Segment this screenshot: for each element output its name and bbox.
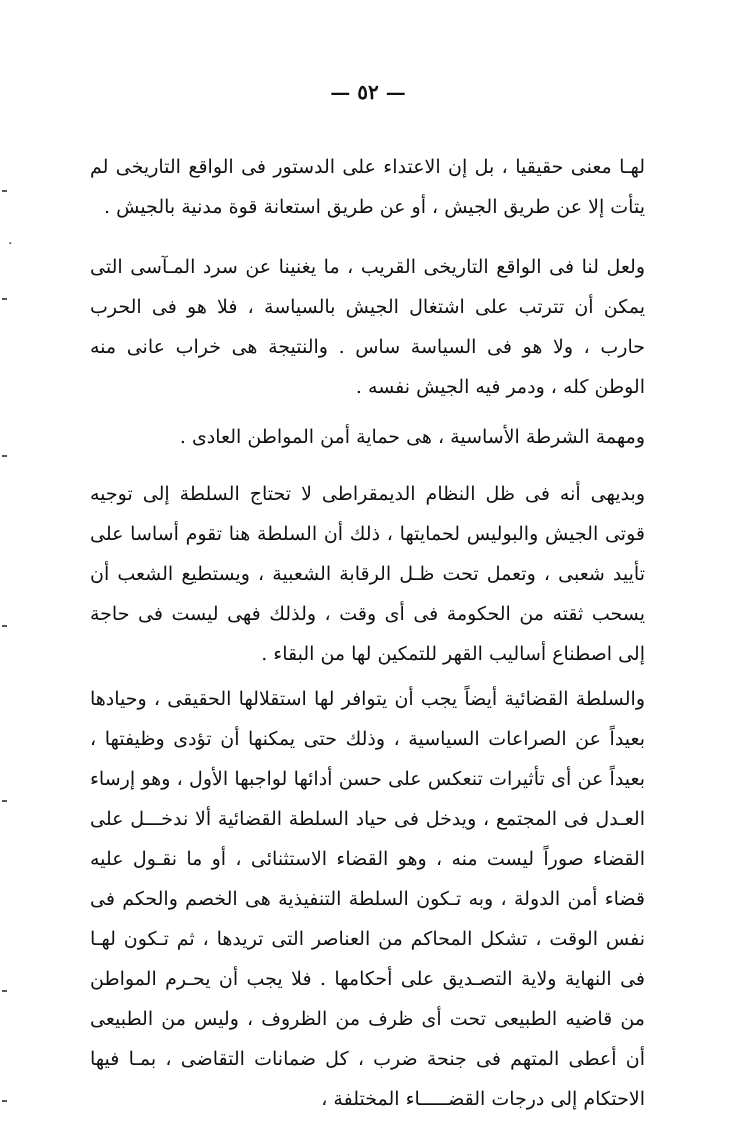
margin-mark [2,1100,7,1102]
paragraph-police-mission: ومهمة الشرطة الأساسية ، هى حماية أمن المواطن العادى . [179,426,645,448]
paragraph-army-politics: ولعل لنا فى الواقع التاريخى القريب ، ما يغنينا عن سرد المـآسى التى يمكن أن تترتب على اشتغال الجيش بالسياسة ، فلا هو فى الحرب حارب ، ولا هو فى السياسة ساس . والنتيجة هى خراب عانى منه الوطن كله ، ودمر فيه الجيش نفسه . [90,256,645,398]
margin-mark [2,800,7,802]
margin-mark [2,625,7,627]
paragraph-judicial-independence: والسلطة القضائية أيضاً يجب أن يتوافر لها استقلالها الحقيقى ، وحيادها بعيداً عن الصراعات السياسية ، وذلك حتى يمكنها أن تؤدى وظيفتها ، بعيداً عن أى تأثيرات تنعكس على حسن أدائها لواجبها الأول ، وهو إرساء العـدل فى المجتمع ، ويدخل فى حياد السلطة القضائية ألا ندخـــل على القضاء صوراً ليست منه ، وهو القضاء الاستثنائى ، أو ما نقـول عليه قضاء أمن الدولة ، وبه تـكون السلطة التنفيذية هى الخصم والحكم فى نفس الوقت ، تشكل المحاكم من العناصر التى تريدها ، ثم تـكون لهـا فى النهاية ولاية التصـديق على أحكامها . فلا يجب أن يحـرم المواطن من قاضيه الطبيعى تحت أى ظرف من الظروف ، وليس من الطبيعى أن أعطى المتهم فى جنحة ضرب ، كل ضمانات التقاضى ، بمـا فيها الاحتكام إلى درجات القضـــــاء المختلفة ، [90,688,645,1110]
page-number: — ٥٢ — [330,80,406,104]
margin-mark [2,190,7,192]
paragraph-army-constitution: لهـا معنى حقيقيا ، بل إن الاعتداء على الدستور فى الواقع التاريخى لم يتأت إلا عن طريق الجيش ، أو عن طريق استعانة قوة مدنية بالجيش . [90,156,645,218]
margin-mark [2,455,7,457]
margin-mark [2,298,7,300]
paragraph-democratic-authority: وبديهى أنه فى ظل النظام الديمقراطى لا تحتاج السلطة إلى توجيه قوتى الجيش والبوليس لحمايتها ، ذلك أن السلطة هنا تقوم أساسا على تأييد شعبى ، وتعمل تحت ظـل الرقابة الشعبية ، ويستطيع الشعب أن يسحب ثقته من الحكومة فى أى وقت ، ولذلك فهى ليست فى حاجة إلى اصطناع أساليب القهر للتمكين لها من البقاء . [90,483,645,665]
margin-dot: · [8,236,13,252]
margin-mark [2,990,7,992]
